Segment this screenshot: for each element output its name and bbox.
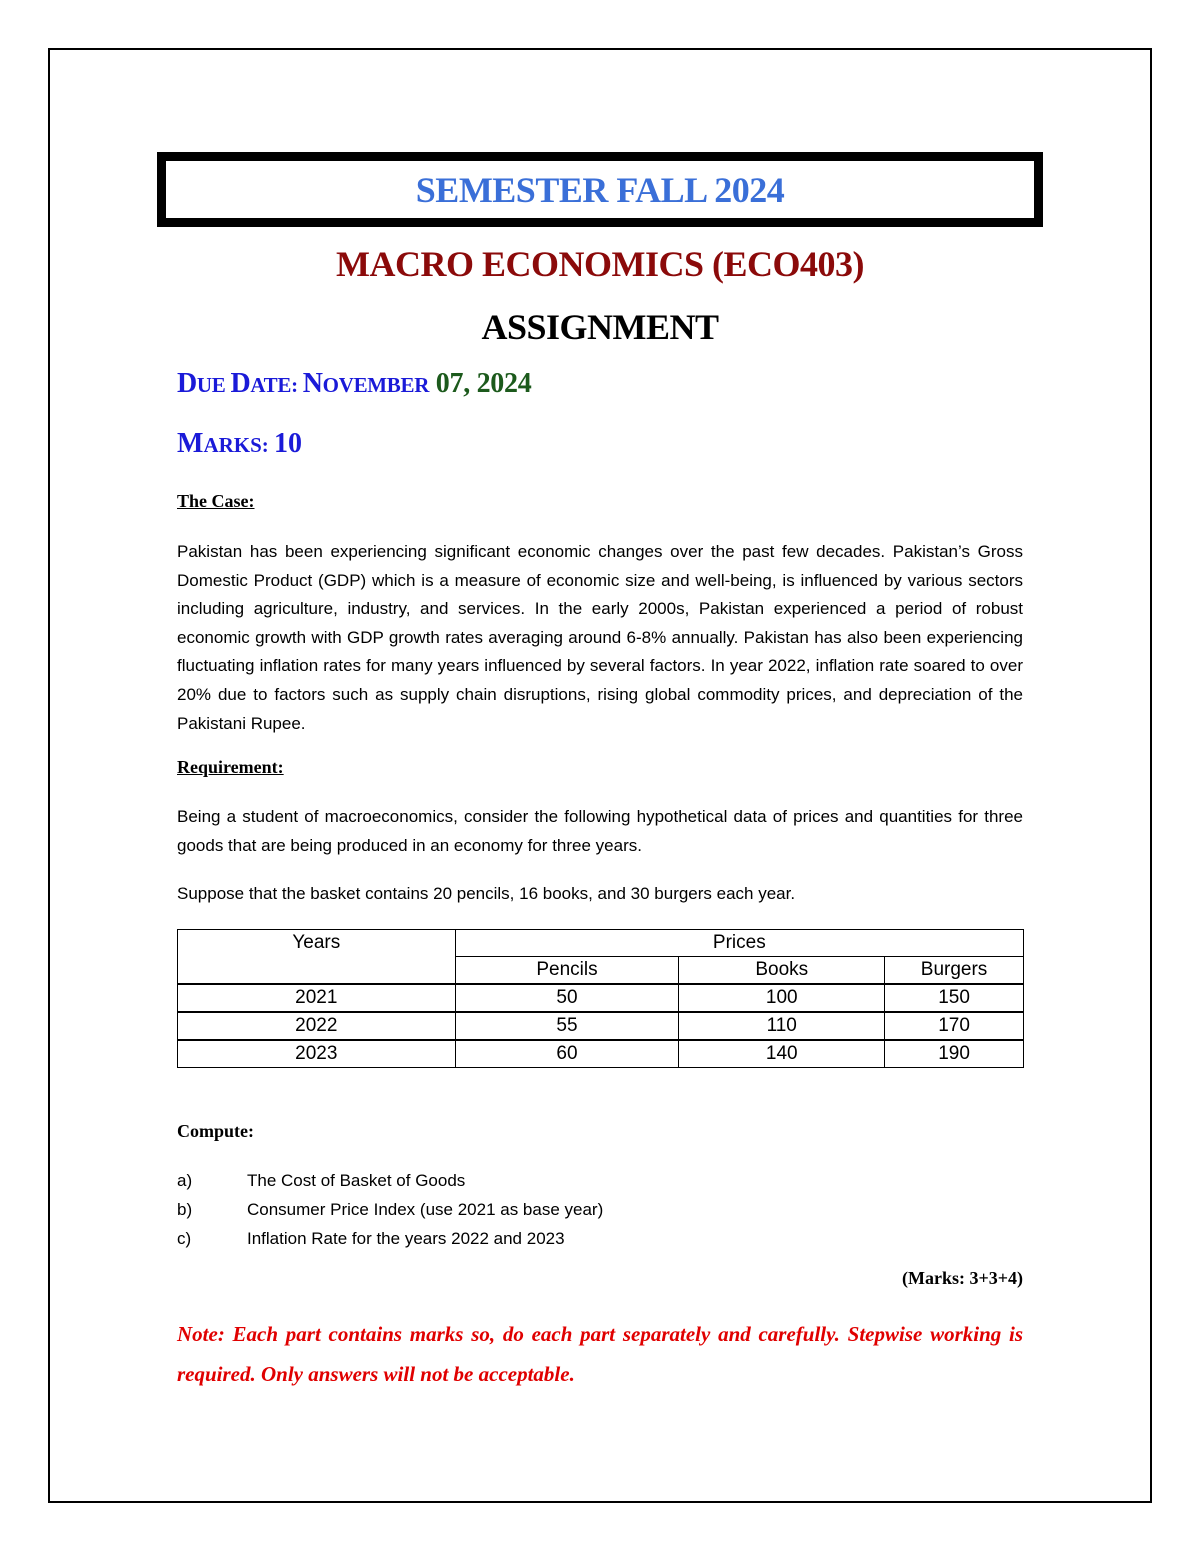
due-date-d2: D bbox=[230, 368, 251, 399]
course-title: MACRO ECONOMICS (ECO403) bbox=[336, 244, 864, 284]
due-date bbox=[177, 368, 531, 400]
prices-header: Prices bbox=[455, 930, 1023, 957]
table-row bbox=[178, 984, 1024, 1012]
compute-heading: Compute: bbox=[177, 1121, 254, 1141]
list-item bbox=[177, 1166, 603, 1195]
list-item bbox=[177, 1195, 603, 1224]
pencils-cell: 55 bbox=[455, 1012, 679, 1040]
pencils-cell: 50 bbox=[455, 984, 679, 1012]
books-cell: 110 bbox=[679, 1012, 885, 1040]
year-cell: 2022 bbox=[178, 1012, 456, 1040]
table-row bbox=[178, 1040, 1024, 1068]
due-date-n: N bbox=[302, 368, 323, 399]
assignment-title: ASSIGNMENT bbox=[481, 307, 719, 347]
burgers-cell: 150 bbox=[885, 984, 1024, 1012]
burgers-cell: 170 bbox=[885, 1012, 1024, 1040]
requirement-heading: Requirement: bbox=[177, 757, 284, 777]
books-cell: 100 bbox=[679, 984, 885, 1012]
books-cell: 140 bbox=[679, 1040, 885, 1068]
list-item-letter: a) bbox=[177, 1171, 193, 1190]
table-header-row bbox=[178, 930, 1024, 957]
semester-title: SEMESTER FALL 2024 bbox=[415, 169, 785, 210]
due-date-d: D bbox=[177, 368, 197, 399]
pencils-header: Pencils bbox=[455, 957, 679, 985]
note-text: Note: Each part contains marks so, do each part separately and carefully. Stepwise working is required. Only answers will not be acceptable. bbox=[177, 1322, 1023, 1386]
list-item bbox=[177, 1224, 603, 1253]
marks-m: M bbox=[177, 428, 204, 459]
marks-value: 10 bbox=[274, 428, 303, 459]
list-item-letter: c) bbox=[177, 1229, 192, 1248]
burgers-header: Burgers bbox=[885, 957, 1024, 985]
due-date-ue: UE bbox=[196, 373, 231, 397]
list-item-text: Consumer Price Index (use 2021 as base year) bbox=[247, 1200, 604, 1219]
case-heading: The Case: bbox=[177, 491, 255, 511]
pencils-cell: 60 bbox=[455, 1040, 679, 1068]
marks-arks: ARKS: bbox=[203, 433, 275, 457]
marks-breakdown: (Marks: 3+3+4) bbox=[902, 1268, 1023, 1288]
burgers-cell: 190 bbox=[885, 1040, 1024, 1068]
list-item-letter: b) bbox=[177, 1200, 193, 1219]
requirement-paragraph: Being a student of macroeconomics, consider the following hypothetical data of prices and quantities for three goods that are being produced in an economy for three years. bbox=[177, 807, 1023, 855]
due-date-value: 07, 2024 bbox=[429, 368, 532, 399]
semester-banner bbox=[157, 152, 1043, 227]
list-item-text: The Cost of Basket of Goods bbox=[247, 1171, 466, 1190]
case-paragraph: Pakistan has been experiencing significant economic changes over the past few decades. Pakistan’s Gross Domestic Product (GDP) which is a measure of economic size and well-being, is influenced by various sectors including agriculture, industry, and services. In the early 2000s, Pakistan experienced a period of robust economic growth with GDP growth rates averaging around 6-8% annually. Pakistan has also been experiencing fluctuating inflation rates for many years influenced by several factors. In year 2022, inflation rate soared to over 20% due to factors such as supply chain disruptions, rising global commodity prices, and depreciation of the Pakistani Rupee. bbox=[177, 542, 1023, 733]
books-header: Books bbox=[679, 957, 885, 985]
prices-table bbox=[177, 929, 1024, 1068]
due-date-ate: ATE: bbox=[250, 373, 303, 397]
compute-list bbox=[177, 1166, 603, 1253]
total-marks bbox=[177, 428, 302, 460]
basket-paragraph: Suppose that the basket contains 20 pencils, 16 books, and 30 burgers each year. bbox=[177, 884, 796, 903]
due-date-ovember: OVEMBER bbox=[322, 373, 430, 397]
table-row bbox=[178, 1012, 1024, 1040]
list-item-text: Inflation Rate for the years 2022 and 2023 bbox=[247, 1229, 565, 1248]
year-cell: 2021 bbox=[178, 984, 456, 1012]
years-header: Years bbox=[178, 930, 456, 985]
year-cell: 2023 bbox=[178, 1040, 456, 1068]
